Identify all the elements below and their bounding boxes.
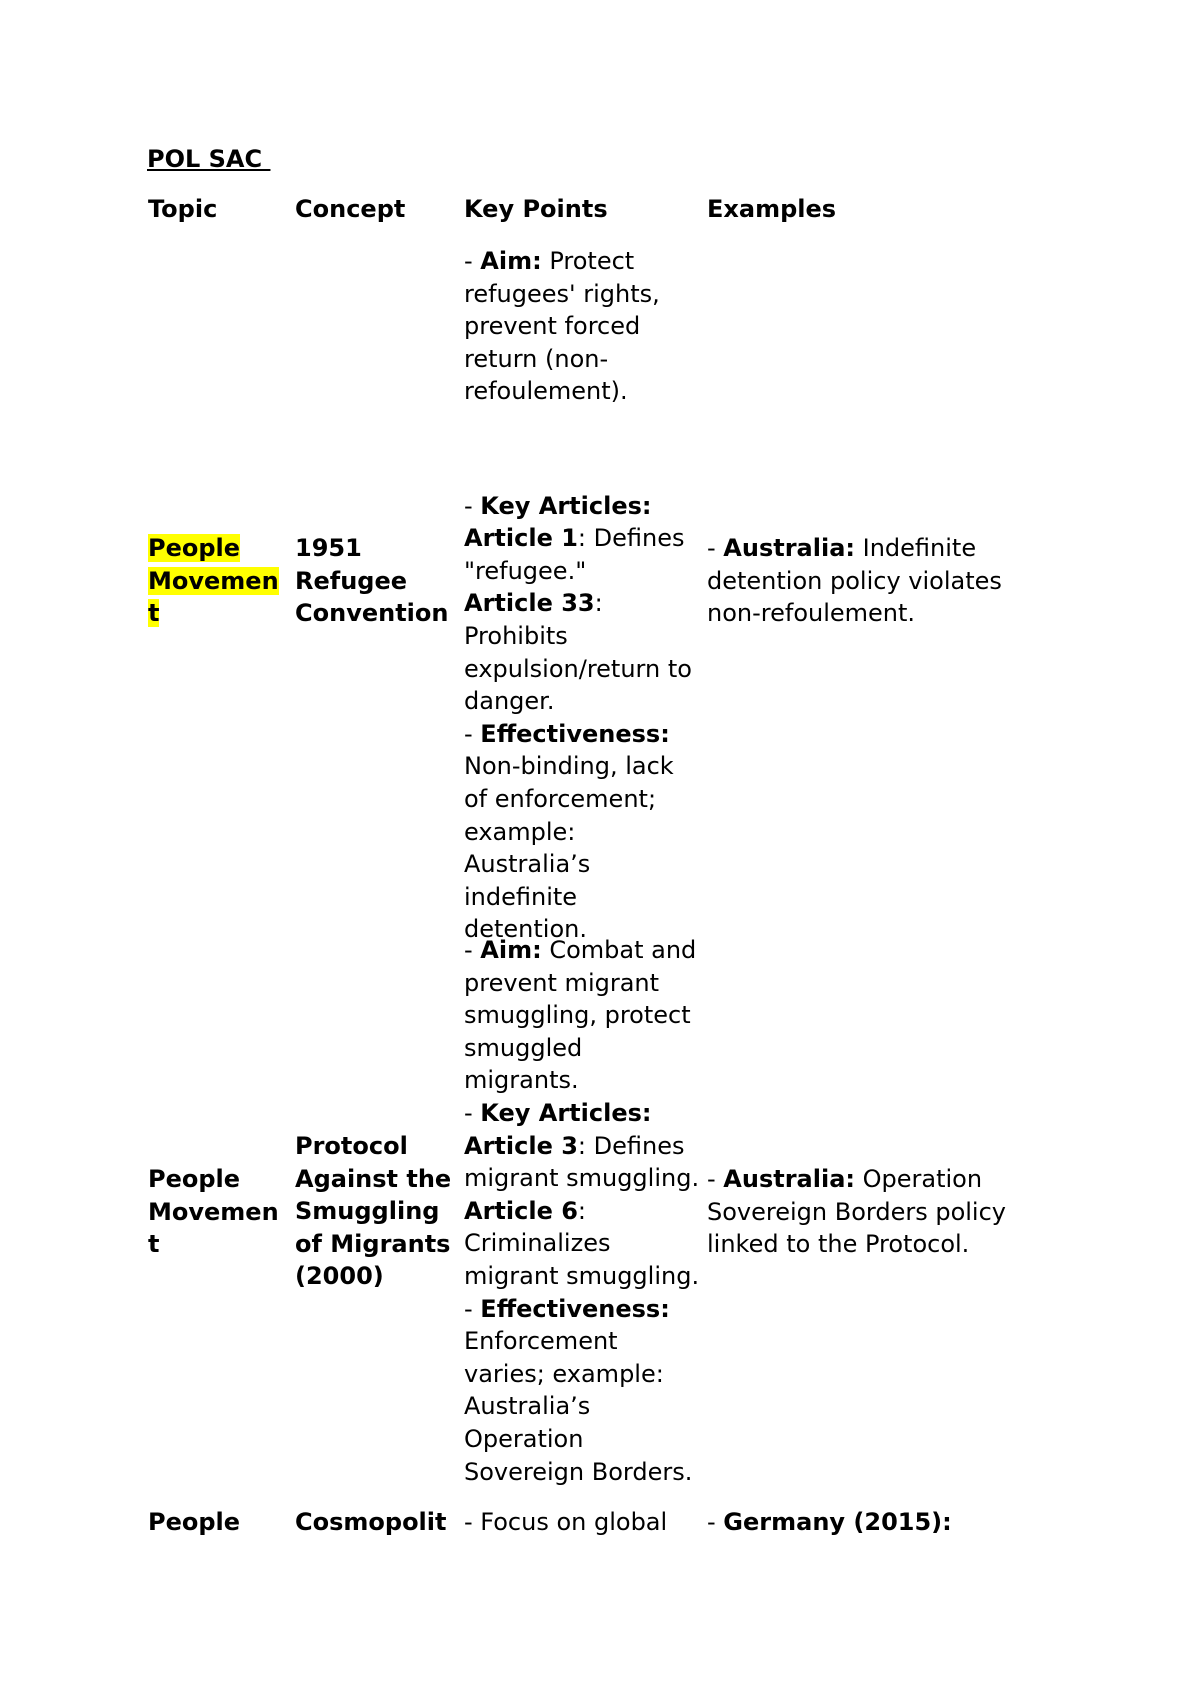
key-articles-label: Key Articles: (480, 491, 652, 520)
concept-text: Convention (295, 599, 449, 628)
effectiveness-text: Australia’s (464, 1392, 591, 1421)
concept-text: Smuggling (295, 1197, 440, 1226)
article-text: : (577, 1196, 586, 1225)
effectiveness-text: of enforcement; (464, 784, 657, 813)
effectiveness-text: Sovereign Borders. (464, 1457, 693, 1486)
row2-topic-cell (148, 1163, 279, 1261)
header-key-points: Key Points (464, 195, 608, 223)
row2-key-points-cell (464, 934, 699, 1488)
aim-label: Aim: (480, 936, 542, 964)
article-text: expulsion/return to (464, 654, 692, 683)
example-label: Australia: (723, 534, 855, 562)
effectiveness-text: Enforcement (464, 1327, 618, 1356)
key-point-text: - Focus on global (464, 1508, 668, 1536)
bullet-dash: - (464, 247, 481, 275)
example-label: Australia: (723, 1165, 855, 1193)
article-text: : Defines (577, 524, 685, 553)
example-text: Operation (855, 1165, 983, 1193)
article-label: Article 33 (464, 589, 595, 618)
key-articles-label: Key Articles: (480, 1098, 652, 1127)
article-label: Article 1 (464, 524, 578, 553)
article-text: Criminalizes (464, 1229, 611, 1258)
effectiveness-label: Effectiveness: (480, 719, 670, 748)
effectiveness-label: Effectiveness: (480, 1294, 670, 1323)
effectiveness-text: detention. (464, 915, 587, 944)
example-text: Indefinite (855, 534, 977, 562)
row2-examples-cell (707, 1163, 1006, 1261)
example-text: non-refoulement. (707, 599, 916, 628)
example-text: Sovereign Borders policy (707, 1197, 1006, 1226)
topic-text: People (148, 534, 241, 562)
aim-text: prevent forced (464, 312, 641, 341)
aim-text: Combat and (541, 936, 697, 964)
effectiveness-text: example: (464, 817, 576, 846)
effectiveness-text: varies; example: (464, 1359, 664, 1388)
bullet-dash: - (464, 719, 481, 748)
article-label: Article 6 (464, 1196, 578, 1225)
concept-text: 1951 (295, 534, 362, 562)
example-text: detention policy violates (707, 566, 1002, 595)
aim-text: migrants. (464, 1066, 579, 1095)
row1-topic-cell (148, 532, 279, 630)
aim-text: smuggled (464, 1033, 583, 1062)
article-text: : (594, 589, 603, 618)
aim-text: return (non- (464, 344, 609, 373)
row3-examples-cell (707, 1506, 952, 1539)
effectiveness-text: Non-binding, lack (464, 752, 674, 781)
row2-concept-cell (295, 1130, 451, 1293)
concept-text: Cosmopolit (295, 1508, 447, 1536)
topic-text: t (148, 1230, 160, 1259)
bullet-dash: - (464, 1294, 481, 1323)
aim-text: refoulement). (464, 377, 628, 406)
aim-text: prevent migrant (464, 968, 660, 997)
aim-text: refugees' rights, (464, 279, 660, 308)
effectiveness-text: Australia’s (464, 850, 591, 879)
bullet-dash: - (707, 534, 724, 562)
header-topic: Topic (148, 195, 218, 223)
article-text: "refugee." (464, 556, 587, 585)
bullet-dash: - (464, 936, 481, 964)
bullet-dash: - (707, 1165, 724, 1193)
example-text: linked to the Protocol. (707, 1230, 970, 1259)
article-text: migrant smuggling. (464, 1261, 700, 1290)
row3-concept-cell (295, 1506, 446, 1539)
document-title: POL SAC (147, 145, 271, 173)
article-text: danger. (464, 687, 555, 716)
article-text: : Defines (577, 1131, 685, 1160)
header-examples: Examples (707, 195, 837, 223)
concept-text: Protocol (295, 1132, 408, 1160)
topic-text: People (148, 1508, 241, 1536)
article-label: Article 3 (464, 1131, 578, 1160)
aim-text: smuggling, protect (464, 1001, 691, 1030)
bullet-dash: - (707, 1508, 724, 1536)
topic-text: People (148, 1165, 241, 1193)
row3-key-points-cell (464, 1506, 667, 1539)
example-label: Germany (2015): (723, 1508, 952, 1536)
topic-text: Movemen (148, 1197, 279, 1226)
header-concept: Concept (295, 195, 406, 223)
article-text: migrant smuggling. (464, 1164, 700, 1193)
effectiveness-text: Operation (464, 1424, 584, 1453)
row1-examples-cell (707, 532, 1002, 630)
bullet-dash: - (464, 491, 481, 520)
bullet-dash: - (464, 1098, 481, 1127)
concept-text: Against the (295, 1164, 452, 1193)
topic-text: t (148, 599, 160, 628)
article-text: Prohibits (464, 621, 568, 650)
row1-concept-cell (295, 532, 448, 630)
topic-text: Movemen (148, 566, 279, 595)
row1-key-points-cell (464, 245, 692, 946)
aim-label: Aim: (480, 247, 542, 275)
effectiveness-text: indefinite (464, 882, 578, 911)
concept-text: (2000) (295, 1262, 384, 1291)
concept-text: Refugee (295, 566, 408, 595)
row3-topic-cell (148, 1506, 240, 1539)
aim-text: Protect (541, 247, 635, 275)
concept-text: of Migrants (295, 1229, 451, 1258)
